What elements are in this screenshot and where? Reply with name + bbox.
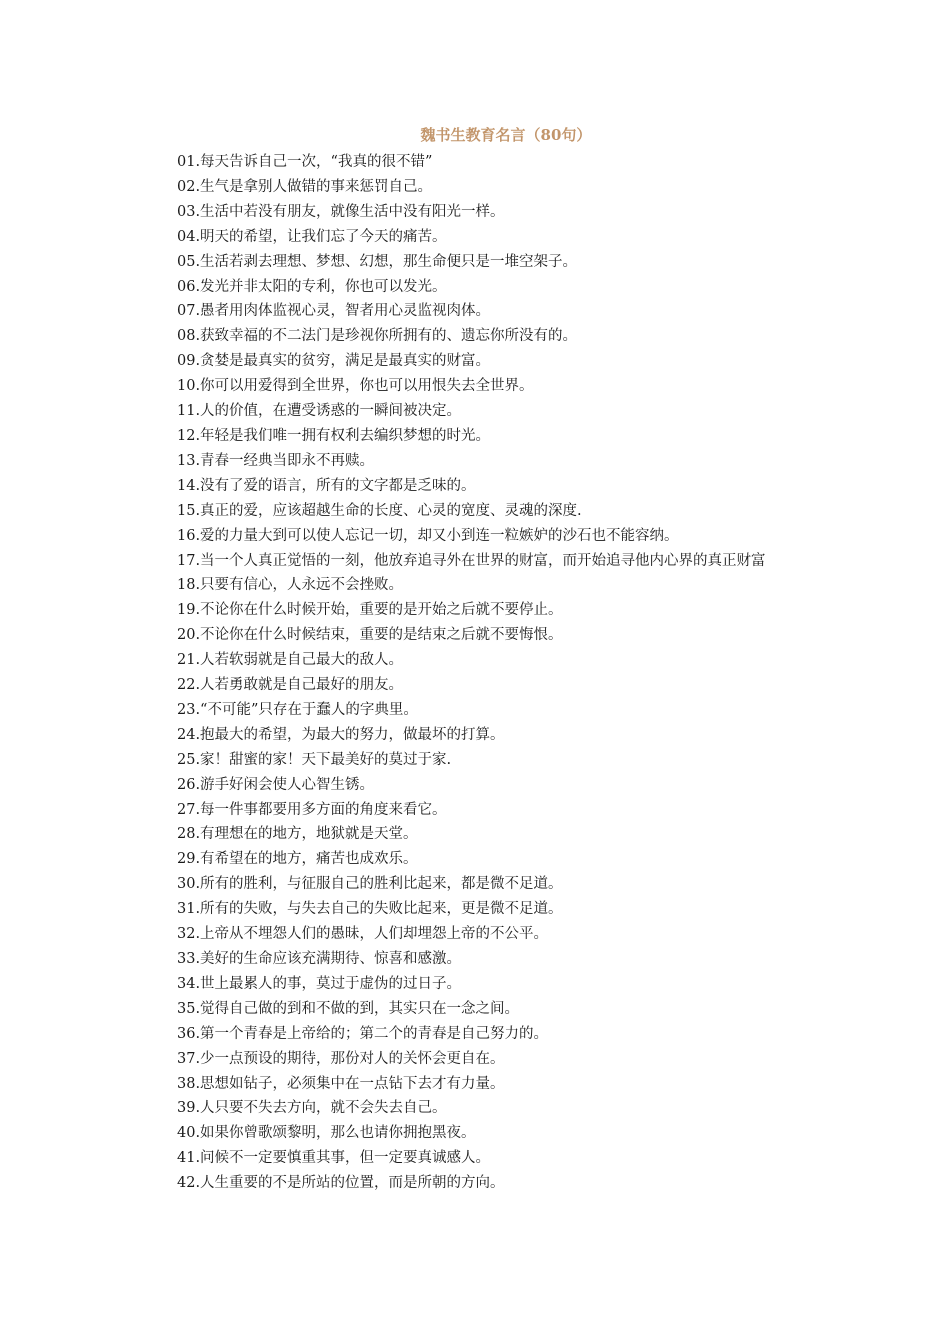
quote-item: 26.游手好闲会使人心智生锈。 — [177, 776, 375, 793]
quote-item: 02.生气是拿别人做错的事来惩罚自己。 — [177, 178, 433, 195]
quote-item: 29.有希望在的地方，痛苦也成欢乐。 — [177, 851, 418, 868]
quote-item: 39.人只要不失去方向，就不会失去自己。 — [177, 1100, 447, 1117]
quote-item: 23.“不可能”只存在于蠢人的字典里。 — [177, 701, 418, 718]
quote-item: 37.少一点预设的期待，那份对人的关怀会更自在。 — [177, 1050, 505, 1067]
quote-item: 27.每一件事都要用多方面的角度来看它。 — [177, 801, 447, 818]
quote-item: 36.第一个青春是上帝给的；第二个的青春是自己努力的。 — [177, 1025, 549, 1042]
quote-item: 38.思想如钻子，必须集中在一点钻下去才有力量。 — [177, 1075, 505, 1092]
quote-item: 25.家！甜蜜的家！天下最美好的莫过于家. — [177, 751, 452, 768]
quote-item: 14.没有了爱的语言，所有的文字都是乏味的。 — [177, 477, 476, 494]
quote-item: 22.人若勇敢就是自己最好的朋友。 — [177, 677, 404, 694]
quote-item: 21.人若软弱就是自己最大的敌人。 — [177, 652, 404, 669]
quote-item: 33.美好的生命应该充满期待、惊喜和感激。 — [177, 951, 462, 967]
quote-item: 12.年轻是我们唯一拥有权利去编织梦想的时光。 — [177, 427, 491, 444]
quote-item: 41.问候不一定要慎重其事，但一定要真诚感人。 — [177, 1150, 491, 1167]
quote-item: 16.爱的力量大到可以使人忘记一切，却又小到连一粒嫉妒的沙石也不能容纳。 — [177, 527, 679, 544]
quote-item: 40.如果你曾歌颂黎明，那么也请你拥抱黑夜。 — [177, 1125, 476, 1142]
quote-item: 10.你可以用爱得到全世界，你也可以用恨失去全世界。 — [177, 378, 534, 395]
quote-item: 09.贪婪是最真实的贫穷，满足是最真实的财富。 — [177, 353, 491, 370]
quote-item: 18.只要有信心，人永远不会挫败。 — [177, 577, 404, 594]
quote-item: 01.每天告诉自己一次，“我真的很不错” — [177, 154, 433, 170]
quote-item: 07.愚者用肉体监视心灵，智者用心灵监视肉体。 — [177, 303, 491, 320]
quote-item: 17.当一个人真正觉悟的一刻，他放弃追寻外在世界的财富，而开始追寻他内心界的真正财富 — [177, 552, 766, 569]
quote-item: 03.生活中若没有朋友，就像生活中没有阳光一样。 — [177, 203, 505, 220]
quote-item: 24.抱最大的希望，为最大的努力，做最坏的打算。 — [177, 726, 505, 743]
quote-item: 28.有理想在的地方，地狱就是天堂。 — [177, 826, 418, 843]
quote-list — [145, 150, 810, 1196]
document-title: 魏书生教育名言（80句） — [420, 126, 592, 144]
quote-item: 34.世上最累人的事，莫过于虚伪的过日子。 — [177, 975, 462, 992]
quote-item: 15.真正的爱，应该超越生命的长度、心灵的宽度、灵魂的深度. — [177, 502, 582, 519]
quote-item: 19.不论你在什么时候开始，重要的是开始之后就不要停止。 — [177, 602, 563, 619]
quote-item: 30.所有的胜利，与征服自己的胜利比起来，都是微不足道。 — [177, 876, 563, 893]
quote-item: 31.所有的失败，与失去自己的失败比起来，更是微不足道。 — [177, 901, 563, 918]
quote-item: 08.获致幸福的不二法门是珍视你所拥有的、遗忘你所没有的。 — [177, 328, 578, 345]
quote-item: 05.生活若剥去理想、梦想、幻想，那生命便只是一堆空架子。 — [177, 253, 578, 270]
quote-item: 20.不论你在什么时候结束，重要的是结束之后就不要悔恨。 — [177, 627, 563, 644]
quote-item: 06.发光并非太阳的专利，你也可以发光。 — [177, 278, 447, 295]
quote-item: 13.青春一经典当即永不再赎。 — [177, 452, 375, 469]
quote-item: 35.觉得自己做的到和不做的到，其实只在一念之间。 — [177, 1000, 520, 1017]
quote-item: 11.人的价值，在遭受诱惑的一瞬间被决定。 — [177, 403, 462, 420]
quote-item: 32.上帝从不埋怨人们的愚昧，人们却埋怨上帝的不公平。 — [177, 926, 549, 943]
quote-item: 42.人生重要的不是所站的位置，而是所朝的方向。 — [177, 1175, 505, 1192]
quote-item: 04.明天的希望，让我们忘了今天的痛苦。 — [177, 228, 447, 245]
